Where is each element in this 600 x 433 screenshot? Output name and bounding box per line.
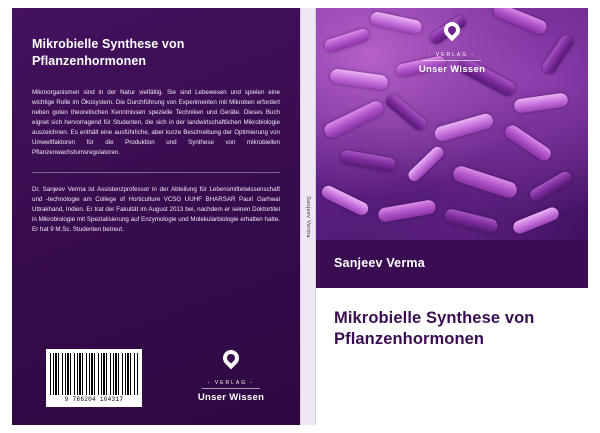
- publisher-name-front: Unser Wissen: [418, 64, 486, 75]
- publisher-logo-rule: [202, 388, 260, 389]
- front-cover-title-line1: Mikrobielle Synthese von: [334, 309, 535, 327]
- publisher-logo-rule-front: [423, 60, 481, 61]
- front-cover-panel: [316, 8, 588, 425]
- back-cover-panel: [12, 8, 300, 425]
- publisher-logo-front: [409, 22, 495, 75]
- water-drop-icon-front: [441, 22, 463, 48]
- back-cover-title-line1: Mikrobielle Synthese von: [32, 37, 185, 51]
- publisher-logo-back: [188, 350, 274, 403]
- cover-photo-bacilli: [316, 8, 588, 240]
- barcode-digits: 9 786204 104317: [64, 396, 124, 403]
- back-cover-divider: [32, 172, 280, 173]
- publisher-prefix-front: - VERLAG -: [428, 52, 476, 58]
- back-cover-title: [32, 36, 280, 70]
- front-cover-title: [334, 308, 570, 351]
- publisher-prefix: - VERLAG -: [207, 380, 255, 386]
- spine-author: Sanjeev Verma: [305, 195, 311, 238]
- barcode-icon: [50, 353, 138, 395]
- water-drop-icon: [220, 350, 242, 376]
- back-cover-biography: Dr. Sanjeev Verma ist Assistenzprofessor in der Abteilung für Lebensmittelwissenschaft und -technologie am College of Horticulture VCSG UUHF BHARSAR Pauri Garhwal Uttrakhand, Indien. Er trat der Fakultät im August 2013 bei, nachdem er seinen Doktortitel in Mikrobiologie mit Spezialisierung auf Enzymologie und Molekularbiologie erhalten hatte. Er hat 9 M.Sc. Studenten betreut.: [32, 186, 280, 234]
- front-cover-title-line2: Pflanzenhormonen: [334, 330, 485, 349]
- back-cover-title-line2: Pflanzenhormonen: [32, 53, 147, 68]
- back-cover-description: Mikroorganismen sind in der Natur vielfältig. Sie sind Lebewesen und spielen eine wichtige Rolle im Ökosystem. Die Durchführung von Experimenten mit Mikroben erfordert neben guten theoretischen Kenntnissen spezielle Techniken und Geräte. Dieses Buch eignet sich hervorragend für Studenten, die sich in der landwirtschaftlichen Mikrobiologie auszeichnen. Es enthält eine ausführliche, aber kurze Beschreibung der Optimierung von Umweltfaktoren für die Produktion und Synthese von mikrobiellen Pflanzenwachstumsregulatoren.: [32, 88, 280, 157]
- author-name: Sanjeev Verma: [334, 256, 425, 270]
- book-spine: [300, 8, 316, 425]
- publisher-name: Unser Wissen: [197, 392, 265, 403]
- barcode: [46, 349, 142, 407]
